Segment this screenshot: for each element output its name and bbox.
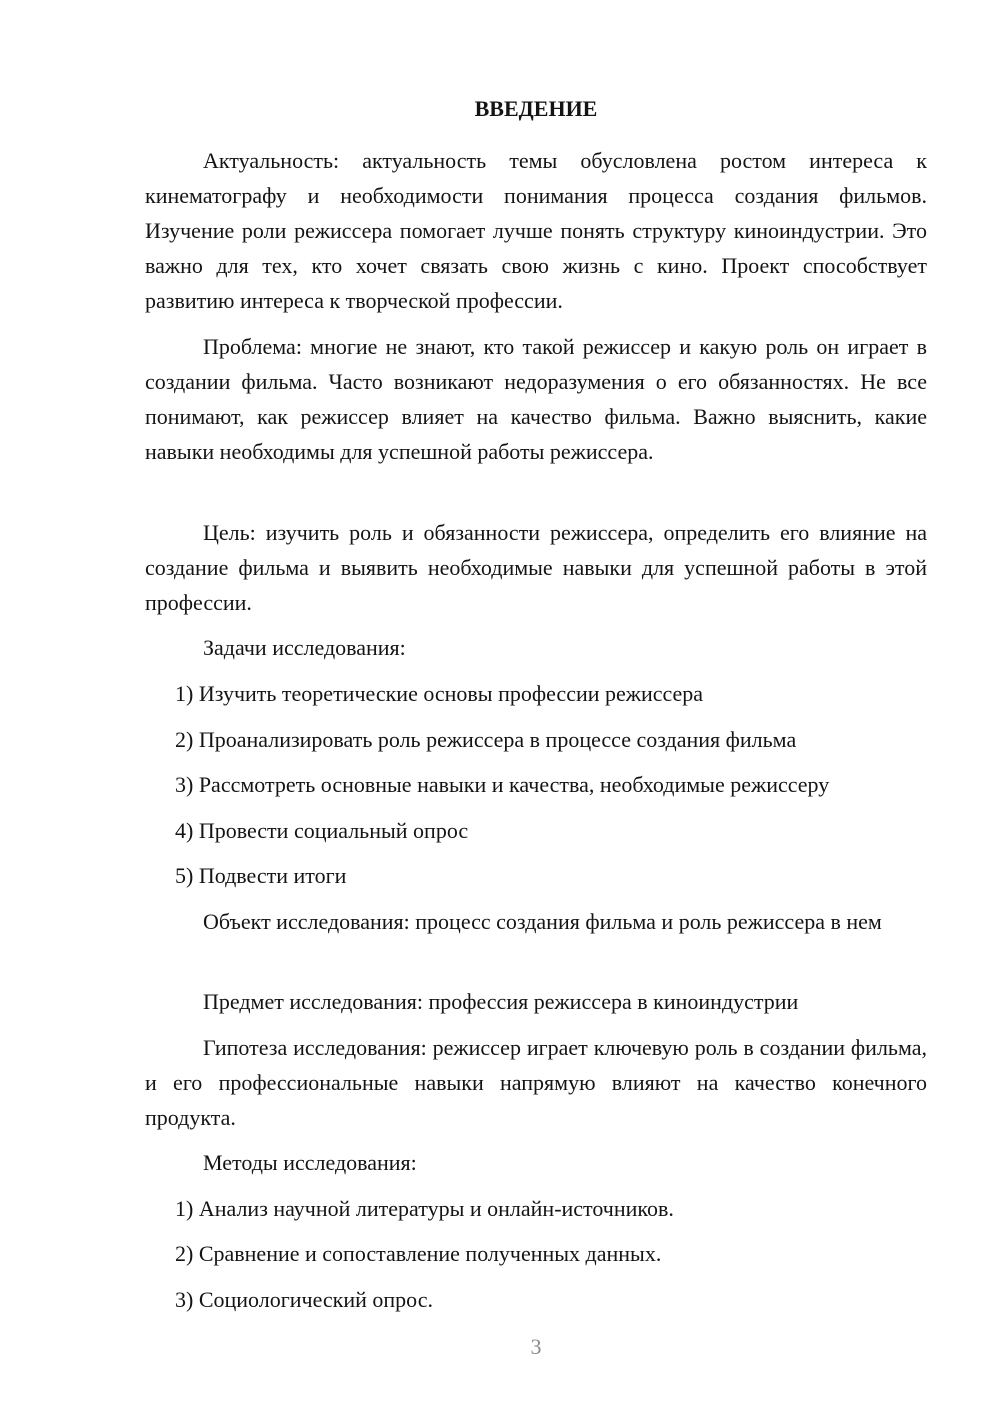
task-item: 4) Провести социальный опрос <box>175 818 469 843</box>
object-paragraph: Объект исследования: процесс создания фильма и роль режиссера в нем <box>203 909 882 934</box>
task-item: 1) Изучить теоретические основы профессии режиссера <box>175 681 704 706</box>
page-number: 3 <box>530 1334 542 1359</box>
method-item: 3) Социологический опрос. <box>175 1287 433 1312</box>
problem-paragraph: Проблема: многие не знают, кто такой режиссер и какую роль он играет в создании фильма. Часто возникают недоразумения о его обязанностях. Не все понимают, как режиссер влияет на качество фильма. Важно выяснить, какие навыки необходимы для успешной работы режиссера. <box>145 334 927 464</box>
task-item: 3) Рассмотреть основные навыки и качества, необходимые режиссеру <box>175 772 830 797</box>
page-title: ВВЕДЕНИЕ <box>474 96 598 121</box>
tasks-heading: Задачи исследования: <box>203 635 406 660</box>
methods-heading: Методы исследования: <box>203 1150 417 1175</box>
subject-paragraph: Предмет исследования: профессия режиссера в киноиндустрии <box>203 989 799 1014</box>
method-item: 2) Сравнение и сопоставление полученных данных. <box>175 1241 662 1266</box>
task-item: 5) Подвести итоги <box>175 863 347 888</box>
goal-paragraph: Цель: изучить роль и обязанности режиссера, определить его влияние на создание фильма и выявить необходимые навыки для успешной работы в этой профессии. <box>145 520 927 615</box>
task-item: 2) Проанализировать роль режиссера в процессе создания фильма <box>175 727 797 752</box>
method-item: 1) Анализ научной литературы и онлайн-источников. <box>175 1196 674 1221</box>
hypothesis-paragraph: Гипотеза исследования: режиссер играет ключевую роль в создании фильма, и его профессиональные навыки напрямую влияют на качество конечного продукта. <box>145 1035 927 1130</box>
relevance-paragraph: Актуальность: актуальность темы обусловлена ростом интереса к кинематографу и необходимости понимания процесса создания фильмов. Изучение роли режиссера помогает лучше понять структуру киноиндустрии. Это важно для тех, кто хочет связать свою жизнь с кино. Проект способствует развитию интереса к творческой профессии. <box>145 148 927 313</box>
